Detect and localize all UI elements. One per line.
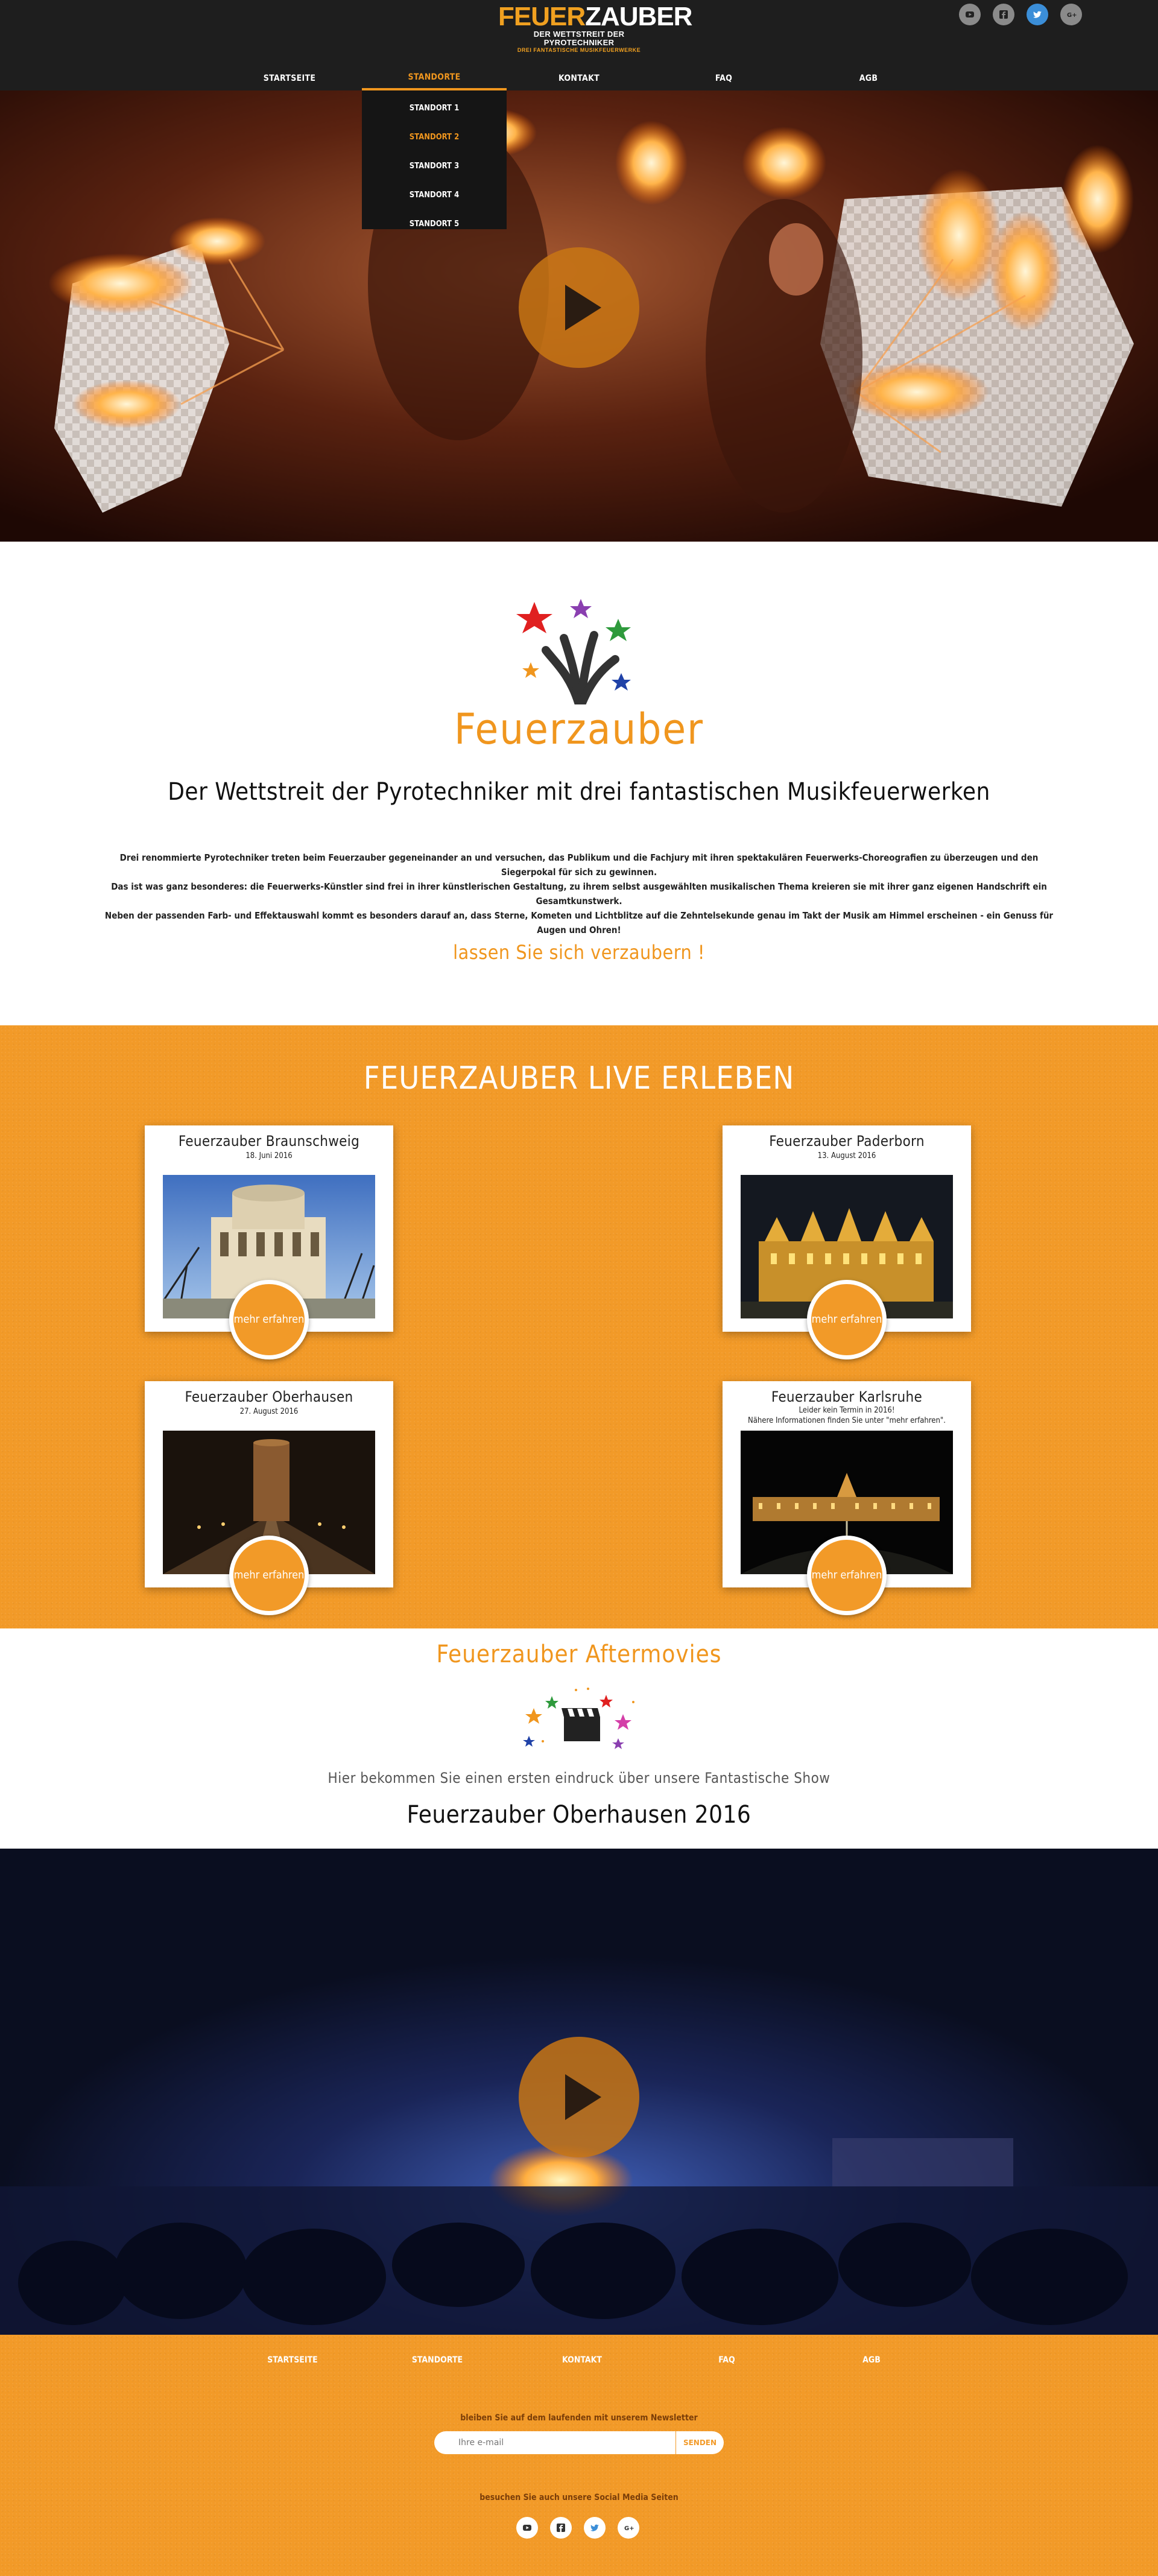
card-date: 27. August 2016 <box>239 1407 299 1416</box>
cta-text: lassen Sie sich verzaubern ! <box>453 941 705 964</box>
location-card-braunschweig <box>145 1125 393 1332</box>
footer-nav-agb[interactable]: AGB <box>862 2355 881 2365</box>
youtube-icon[interactable] <box>516 2517 538 2539</box>
card-date-note: Nähere Informationen finden Sie unter "mehr erfahren". <box>747 1416 946 1425</box>
aftermovies-title: Feuerzauber Aftermovies <box>436 1641 722 1668</box>
location-card-karlsruhe <box>723 1381 971 1587</box>
newsletter-form <box>434 2431 724 2454</box>
facebook-icon[interactable] <box>550 2517 572 2539</box>
clapperboard-stars-icon <box>516 1684 642 1750</box>
dropdown-item-standort-3[interactable]: STANDORT 3 <box>409 162 460 171</box>
location-card-oberhausen <box>145 1381 393 1587</box>
aftermovies-subtitle: Hier bekommen Sie einen ersten eindruck über unsere Fantastische Show <box>327 1770 831 1786</box>
footer-social-links <box>516 2517 639 2539</box>
logo-word-zauber: ZAUBER <box>585 2 692 31</box>
fireworks-logo-icon <box>513 596 645 704</box>
dropdown-item-standort-1[interactable]: STANDORT 1 <box>409 104 460 113</box>
dropdown-item-standort-2[interactable]: STANDORT 2 <box>409 133 460 142</box>
header-social-links <box>959 4 1082 25</box>
main-nav <box>0 66 1158 90</box>
more-button-paderborn[interactable]: mehr erfahren <box>807 1280 887 1359</box>
hero-video <box>0 90 1158 542</box>
footer-nav-standorte[interactable]: STANDORTE <box>411 2355 463 2365</box>
more-button-oberhausen[interactable]: mehr erfahren <box>229 1536 309 1615</box>
intro-paragraph: Das ist was ganz besonderes: die Feuerwerks-Künstler sind frei in ihrer künstlerischen Gestaltung, zu ihrem selbst ausgewählten musikalischen Thema kreieren sie mit ihrer ganz eigenen Handschrift ein Gesamtkunstwerk. <box>111 881 1047 907</box>
twitter-icon[interactable] <box>1027 4 1048 25</box>
intro-description <box>96 850 1062 937</box>
standorte-dropdown <box>362 90 507 229</box>
newsletter-email-input[interactable] <box>434 2431 676 2454</box>
logo-subline-2: DREI FANTASTISCHE MUSIKFEUERWERKE <box>517 47 641 53</box>
video-play-button[interactable] <box>519 2037 639 2157</box>
card-title: Feuerzauber Braunschweig <box>178 1133 360 1150</box>
svg-text:G+: G+ <box>1067 12 1077 19</box>
card-date: Leider kein Termin in 2016! <box>799 1406 895 1415</box>
logo-subline: DER WETTSTREIT DER PYROTECHNIKER <box>533 30 625 47</box>
footer-nav-kontakt[interactable]: KONTAKT <box>562 2355 602 2365</box>
more-button-karlsruhe[interactable]: mehr erfahren <box>807 1536 887 1615</box>
tagline: Der Wettstreit der Pyrotechniker mit drei fantastischen Musikfeuerwerken <box>168 778 990 806</box>
intro-paragraph: Drei renommierte Pyrotechniker treten beim Feuerzauber gegeneinander an und versuchen, das Publikum und die Fachjury mit ihren spektakulären Feuerwerks-Choreografien zu überzeugen und den Siegerpokal für sich zu gewinnen. <box>119 852 1039 878</box>
twitter-icon[interactable] <box>584 2517 606 2539</box>
location-card-paderborn <box>723 1125 971 1332</box>
newsletter-send-button[interactable]: SENDEN <box>676 2431 724 2454</box>
site-footer <box>0 2335 1158 2576</box>
aftermovie-video <box>0 1849 1158 2335</box>
aftermovie-heading: Feuerzauber Oberhausen 2016 <box>407 1801 751 1829</box>
card-date: 13. August 2016 <box>817 1151 876 1160</box>
svg-text:G+: G+ <box>624 2525 634 2532</box>
card-date: 18. Juni 2016 <box>245 1151 293 1160</box>
logo-word-feuer: FEUER <box>498 2 586 31</box>
nav-standorte[interactable]: STANDORTE <box>362 66 507 90</box>
youtube-icon[interactable] <box>959 4 981 25</box>
nav-startseite[interactable]: STARTSEITE <box>263 74 316 83</box>
dropdown-item-standort-5[interactable]: STANDORT 5 <box>409 220 460 229</box>
intro-section <box>0 542 1158 1025</box>
hero-play-button[interactable] <box>519 247 639 368</box>
google-plus-icon[interactable] <box>1060 4 1082 25</box>
nav-faq[interactable]: FAQ <box>715 74 733 83</box>
nav-agb[interactable]: AGB <box>859 74 878 83</box>
newsletter-label: bleiben Sie auf dem laufenden mit unserem Newsletter <box>460 2413 698 2423</box>
intro-paragraph: Neben der passenden Farb- und Effektauswahl kommt es besonders darauf an, dass Sterne, Kometen und Lichtblitze auf die Zehntelsekunde genau im Takt der Musik am Himmel erscheinen - ein Genuss für Augen und Ohren! <box>104 910 1054 935</box>
site-header <box>0 0 1158 90</box>
card-title: Feuerzauber Paderborn <box>769 1133 925 1150</box>
site-logo[interactable] <box>498 2 692 53</box>
facebook-icon[interactable] <box>993 4 1014 25</box>
card-title: Feuerzauber Oberhausen <box>185 1388 353 1405</box>
more-button-braunschweig[interactable]: mehr erfahren <box>229 1280 309 1359</box>
card-title: Feuerzauber Karlsruhe <box>771 1388 923 1405</box>
live-section <box>0 1025 1158 1628</box>
live-title: FEUERZAUBER LIVE ERLEBEN <box>363 1060 795 1097</box>
footer-nav-faq[interactable]: FAQ <box>718 2355 735 2365</box>
aftermovies-section <box>0 1628 1158 1849</box>
brand-title: Feuerzauber <box>454 704 704 754</box>
nav-kontakt[interactable]: KONTAKT <box>558 74 600 83</box>
google-plus-icon[interactable] <box>618 2517 639 2539</box>
footer-nav-startseite[interactable]: STARTSEITE <box>267 2355 318 2365</box>
dropdown-item-standort-4[interactable]: STANDORT 4 <box>409 191 460 200</box>
social-label: besuchen Sie auch unsere Social Media Seiten <box>479 2493 679 2502</box>
